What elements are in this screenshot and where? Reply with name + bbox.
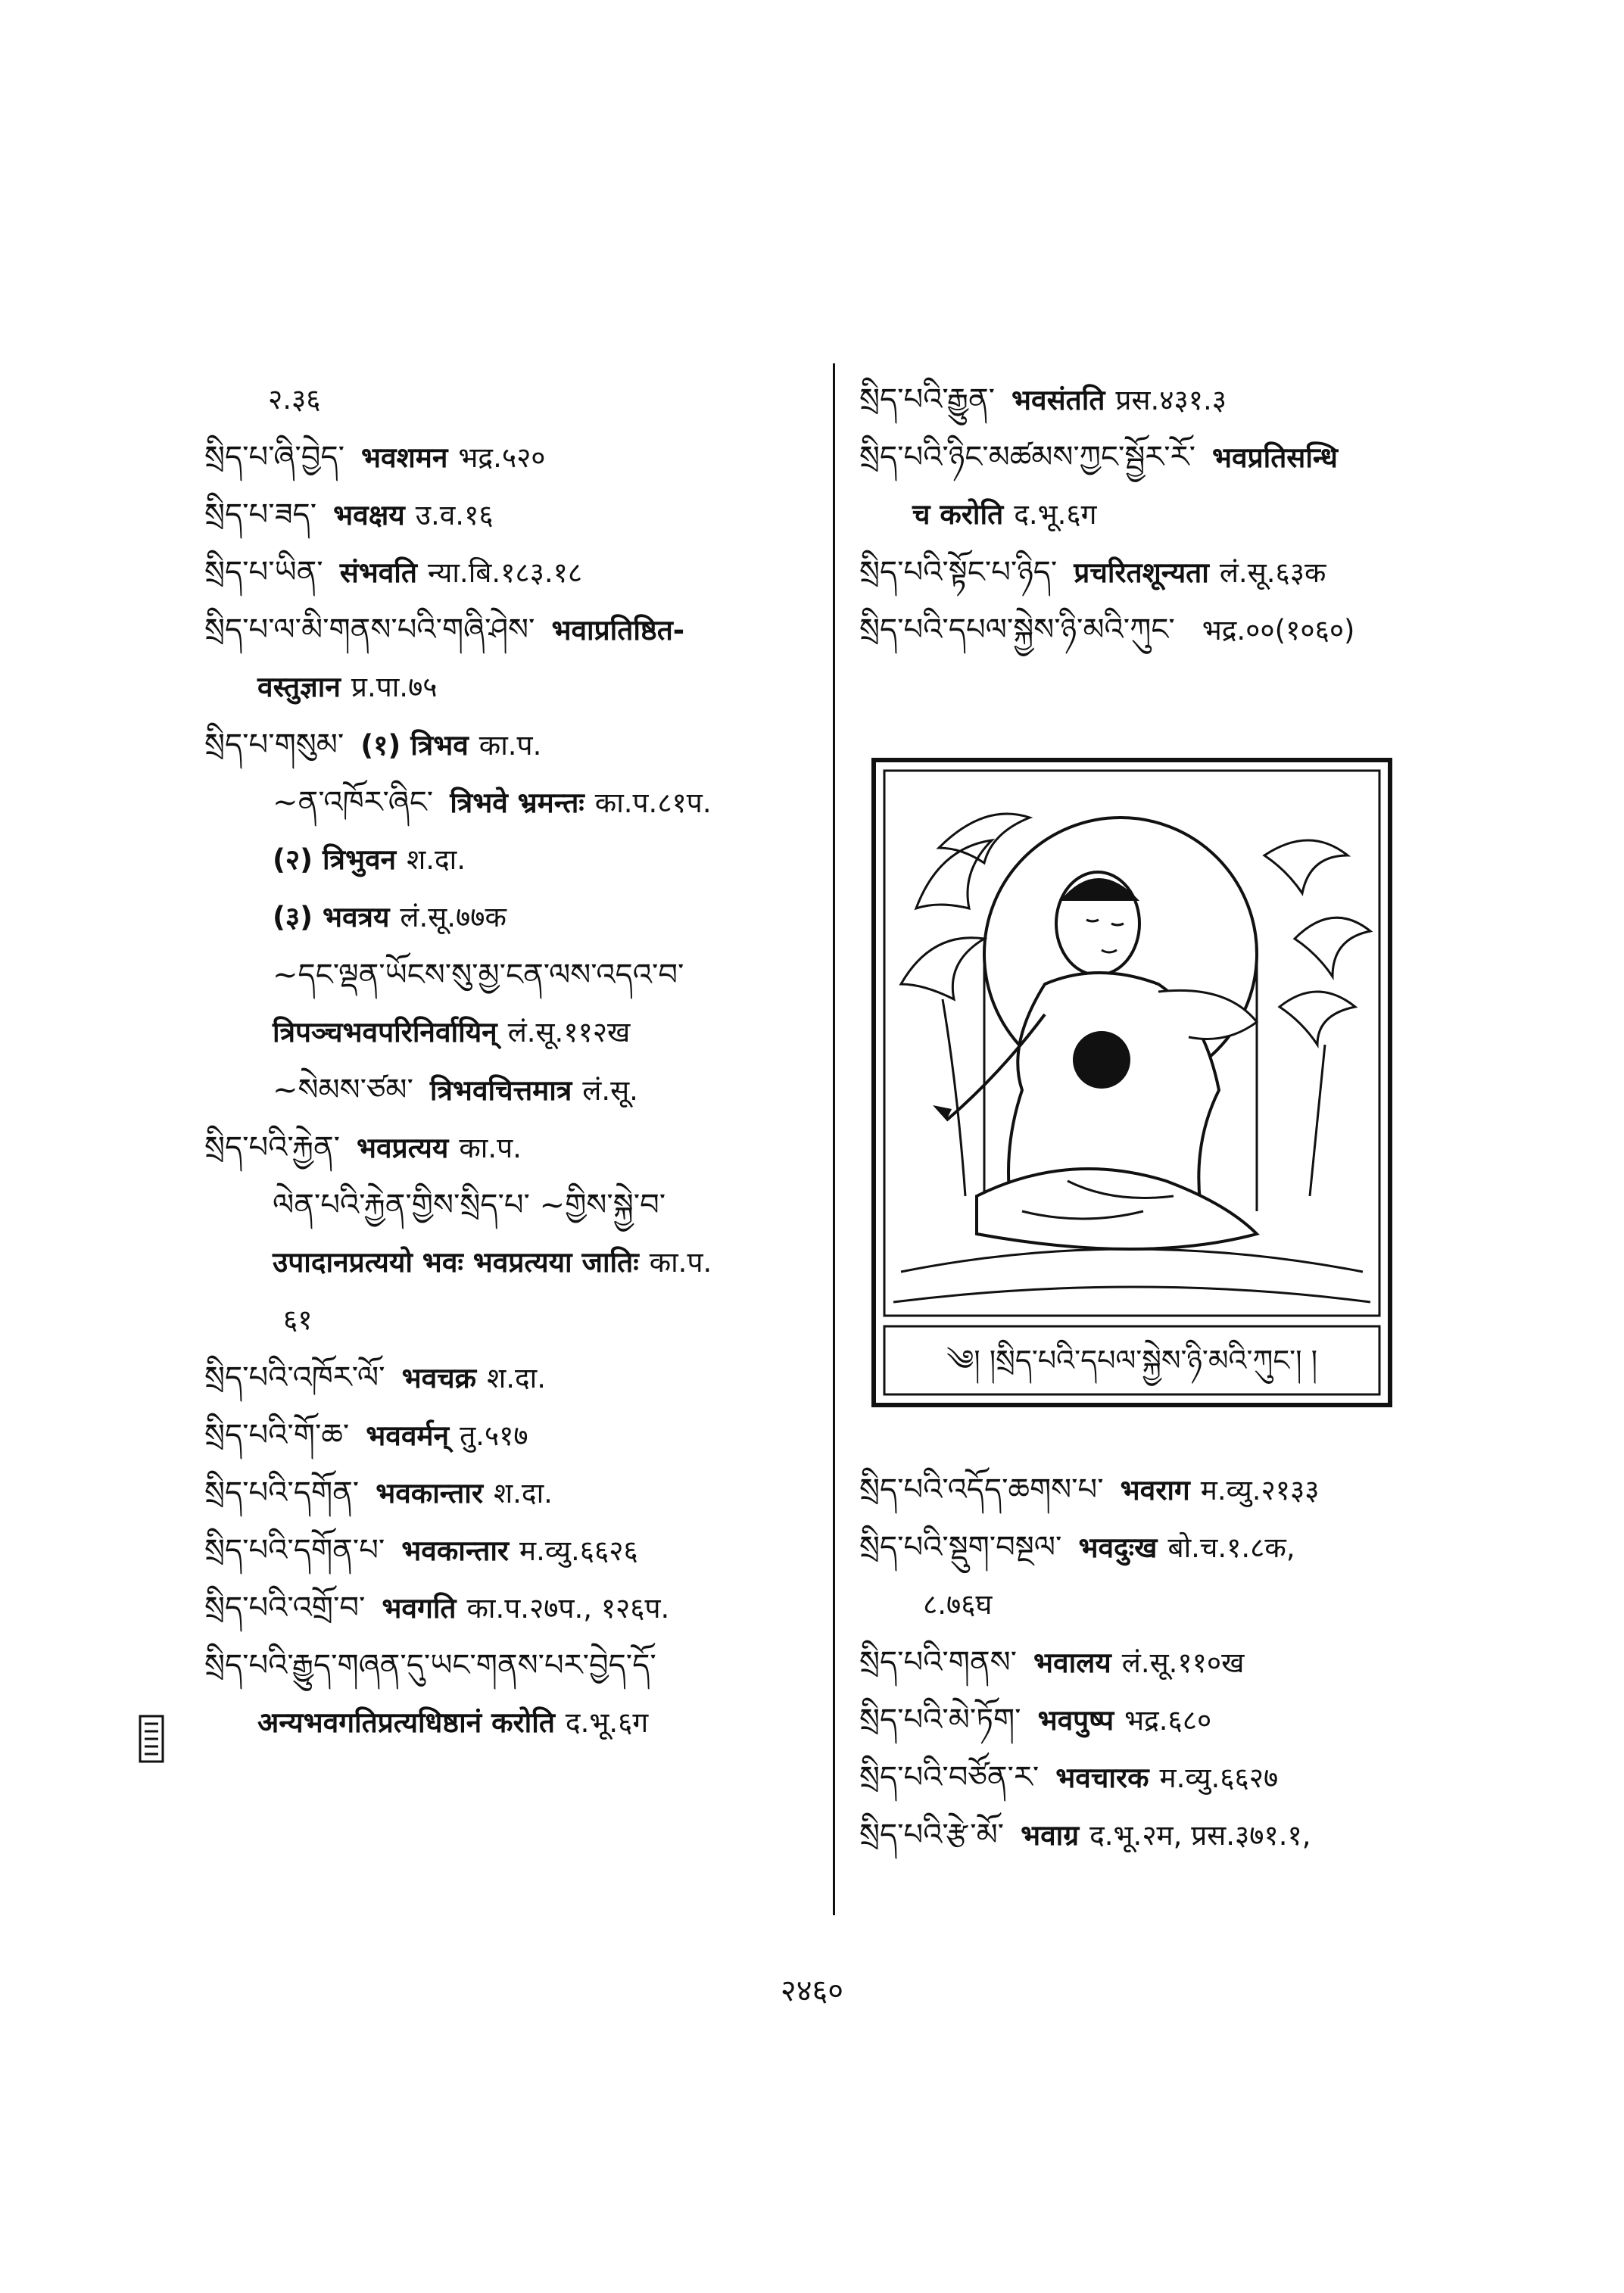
source-reference: का.प. bbox=[649, 1246, 712, 1279]
tibetan-term: སྲིད་པའི་སྡུག་བསྔལ་ bbox=[859, 1530, 1062, 1565]
sanskrit-equivalent: उपादानप्रत्ययो भवः भवप्रत्यया जातिः bbox=[273, 1246, 639, 1279]
thangka-caption: ༄། །སྲིད་པའི་དཔལ་སྐྱེས་ཉི་མའི་ཀུང་། ། bbox=[946, 1344, 1318, 1377]
source-reference: ६१ bbox=[283, 1304, 313, 1336]
tibetan-term: སྲིད་པ་ཞི་བྱེད་ bbox=[204, 440, 344, 475]
tibetan-term: ~དང་ལྡན་ཡོངས་སུ་མྱ་ངན་ལས་འདའ་བ་ bbox=[273, 958, 684, 992]
source-reference: म.व्यु.२१३३ bbox=[1200, 1474, 1320, 1506]
dictionary-entry bbox=[204, 601, 810, 659]
dictionary-entry bbox=[859, 544, 1473, 601]
page-number: २४६० bbox=[780, 1974, 844, 2008]
dictionary-entry bbox=[859, 486, 1473, 544]
tibetan-term: ~སེམས་ཙམ་ bbox=[273, 1073, 413, 1108]
tibetan-term: སྲིད་པའི་དགོན་ bbox=[204, 1475, 360, 1510]
sanskrit-equivalent: संभवति bbox=[339, 556, 417, 589]
sanskrit-equivalent: भवालय bbox=[1033, 1647, 1111, 1679]
dictionary-entry bbox=[859, 1749, 1473, 1806]
dictionary-entry bbox=[204, 889, 810, 946]
sanskrit-equivalent: (१) त्रिभव bbox=[360, 729, 469, 762]
tibetan-term: སྲིད་པའི་མེ་ཏོག་ bbox=[859, 1703, 1021, 1737]
sanskrit-equivalent: भववर्मन् bbox=[366, 1419, 450, 1452]
tibetan-term: སྲིད་པའི་འཁོར་ལོ་ bbox=[204, 1360, 385, 1395]
source-reference: म.व्यु.६६२७ bbox=[1159, 1762, 1279, 1794]
source-reference: का.प. bbox=[478, 729, 542, 762]
source-reference: प्रस.४३१.३ bbox=[1115, 384, 1227, 416]
source-reference: श.दा. bbox=[494, 1477, 553, 1509]
tibetan-term: སྲིད་པའི་གོ་ཆ་ bbox=[204, 1418, 350, 1453]
sanskrit-equivalent: त्रिभवे भ्रमन्तः bbox=[450, 787, 584, 819]
tibetan-term: སྲིད་པའི་བཙོན་ར་ bbox=[859, 1760, 1040, 1795]
sanskrit-equivalent: भवशमन bbox=[361, 441, 448, 474]
source-reference: उ.व.१६ bbox=[415, 499, 494, 531]
dictionary-entry bbox=[204, 1176, 810, 1234]
sanskrit-equivalent: च करोति bbox=[912, 498, 1004, 531]
source-reference: द.भू.६ग bbox=[1014, 498, 1097, 531]
source-reference: भद्र.६८० bbox=[1124, 1704, 1212, 1737]
sanskrit-equivalent: त्रिभवचित्तमात्र bbox=[429, 1074, 572, 1107]
dictionary-entry bbox=[859, 1691, 1473, 1749]
tibetan-term: སྲིད་པའི་རྒྱུད་གཞན་དུ་ཡང་གནས་པར་བྱེད་དོ་ bbox=[204, 1648, 656, 1683]
source-reference: श.दा. bbox=[487, 1362, 546, 1394]
source-reference: तु.५१७ bbox=[460, 1419, 528, 1452]
tibetan-term: སྲིད་པའི་དཔལ་སྐྱེས་ཉི་མའི་ཀུང་ bbox=[859, 612, 1175, 647]
dictionary-entry bbox=[204, 1464, 810, 1522]
column-divider bbox=[833, 363, 835, 1915]
sanskrit-equivalent: (३) भवत्रय bbox=[273, 901, 390, 933]
sanskrit-equivalent: भवचक्र bbox=[401, 1362, 477, 1394]
source-reference: म.व्यु.६६२६ bbox=[519, 1534, 638, 1567]
tibetan-term: སྲིད་པའི་རྐྱེན་ bbox=[204, 1130, 341, 1165]
source-reference: भद्र.००(१०६०) bbox=[1202, 614, 1355, 646]
source-reference: का.प.८१प. bbox=[594, 787, 712, 819]
sanskrit-equivalent: भवाप्रतिष्ठित- bbox=[551, 614, 685, 646]
tibetan-term: སྲིད་པའི་དགོན་པ་ bbox=[204, 1533, 385, 1568]
tibetan-term: སྲིད་པའི་རྒྱུན་ bbox=[859, 382, 996, 417]
sanskrit-equivalent: त्रिपञ्चभवपरिनिर्वायिन् bbox=[273, 1016, 497, 1048]
sanskrit-equivalent: भवकान्तार bbox=[401, 1534, 510, 1567]
source-reference: द.भू.६ग bbox=[565, 1706, 649, 1739]
source-reference: न्या.बि.१८३.१८ bbox=[427, 556, 583, 589]
tibetan-term: སྲིད་པའི་སྟོང་པ་ཉིད་ bbox=[859, 555, 1058, 590]
tibetan-term: སྲིད་པའི་འདོད་ཆགས་པ་ bbox=[859, 1472, 1104, 1507]
source-reference: ८.७६घ bbox=[923, 1588, 993, 1621]
margin-marker bbox=[139, 1715, 164, 1763]
sanskrit-equivalent: वस्तुज्ञान bbox=[257, 671, 341, 703]
sanskrit-equivalent: भवपुष्प bbox=[1037, 1704, 1114, 1737]
tibetan-term: སྲིད་པའི་གནས་ bbox=[859, 1645, 1018, 1680]
seated-monk-figure bbox=[871, 757, 1393, 1408]
dictionary-entry bbox=[204, 716, 810, 774]
dictionary-entry bbox=[204, 831, 810, 889]
dictionary-entry bbox=[859, 428, 1473, 486]
dictionary-entry bbox=[204, 946, 810, 1004]
source-reference: भद्र.५२० bbox=[458, 441, 546, 474]
sanskrit-equivalent: अन्यभवगतिप्रत्यधिष्ठानं करोति bbox=[257, 1706, 555, 1739]
dictionary-entry bbox=[204, 659, 810, 716]
dictionary-entry bbox=[859, 1461, 1473, 1519]
thangka-illustration bbox=[871, 757, 1393, 1408]
dictionary-entry bbox=[204, 1004, 810, 1061]
sanskrit-equivalent: भवराग bbox=[1120, 1474, 1190, 1506]
dictionary-entry bbox=[859, 1806, 1473, 1864]
tibetan-term: སྲིད་པ་གསུམ་ bbox=[204, 727, 344, 762]
tibetan-term: སྲིད་པའི་འགྲོ་བ་ bbox=[204, 1590, 366, 1625]
dictionary-entry bbox=[204, 1407, 810, 1464]
sanskrit-equivalent: भवगति bbox=[382, 1592, 457, 1625]
dictionary-entry bbox=[204, 774, 810, 831]
dictionary-entry bbox=[204, 1291, 810, 1349]
tibetan-term: སྲིད་པ་ཟད་ bbox=[204, 497, 317, 532]
left-column bbox=[204, 371, 810, 1752]
source-reference: द.भू.२म, प्रस.३७१.१, bbox=[1089, 1819, 1311, 1852]
dictionary-entry bbox=[204, 1637, 810, 1694]
source-reference: बो.च.१.८क, bbox=[1167, 1531, 1295, 1564]
source-reference: २.३६ bbox=[268, 383, 321, 416]
sanskrit-equivalent: भवप्रतिसन्धि bbox=[1212, 441, 1338, 474]
dictionary-entry bbox=[204, 1522, 810, 1579]
tibetan-term: སྲིད་པའི་རྩེ་མོ་ bbox=[859, 1818, 1005, 1852]
tibetan-term: སྲིད་པ་ཡིན་ bbox=[204, 555, 323, 590]
dictionary-entry bbox=[859, 1519, 1473, 1576]
dictionary-entry bbox=[859, 1634, 1473, 1691]
dictionary-entry bbox=[204, 1119, 810, 1176]
source-reference: प्र.पा.७५ bbox=[351, 671, 438, 703]
dictionary-entry bbox=[204, 1234, 810, 1291]
sanskrit-equivalent: (२) त्रिभुवन bbox=[273, 843, 397, 876]
source-reference: लं.सू.७७क bbox=[400, 901, 507, 933]
sanskrit-equivalent: भवप्रत्यय bbox=[357, 1132, 449, 1164]
dictionary-entry bbox=[859, 371, 1473, 428]
source-reference: का.प. bbox=[459, 1132, 522, 1164]
tibetan-term: སྲིད་པ་ལ་མི་གནས་པའི་གཞི་ཤེས་ bbox=[204, 612, 535, 647]
dictionary-entry bbox=[204, 428, 810, 486]
source-reference: लं.सू.११०ख bbox=[1121, 1647, 1245, 1679]
sanskrit-equivalent: भवसंतति bbox=[1011, 384, 1105, 416]
sanskrit-equivalent: भवाग्र bbox=[1021, 1819, 1080, 1852]
tibetan-term: ~ན་འཁོར་ཞིང་ bbox=[273, 785, 434, 820]
dictionary-entry bbox=[204, 371, 810, 428]
sanskrit-equivalent: भवक्षय bbox=[333, 499, 405, 531]
sanskrit-equivalent: प्रचरितशून्यता bbox=[1074, 556, 1209, 589]
sanskrit-equivalent: भवचारक bbox=[1055, 1762, 1149, 1794]
tibetan-term: སྲིད་པའི་ཉིང་མཚམས་ཀྱང་སྦྱོར་རོ་ bbox=[859, 440, 1195, 475]
dictionary-entry bbox=[859, 1576, 1473, 1634]
dictionary-entry bbox=[859, 601, 1473, 659]
right-column-top bbox=[859, 371, 1473, 659]
dictionary-entry bbox=[204, 1694, 810, 1752]
source-reference: लं.सू. bbox=[582, 1074, 638, 1107]
dictionary-entry bbox=[204, 544, 810, 601]
source-reference: का.प.२७प., १२६प. bbox=[466, 1592, 670, 1625]
source-reference: लं.सू.११२ख bbox=[507, 1016, 631, 1048]
source-reference: श.दा. bbox=[407, 843, 466, 876]
right-column-bottom bbox=[859, 1461, 1473, 1864]
tibetan-term: ལེན་པའི་རྐྱེན་གྱིས་སྲིད་པ་ ~གྱིས་སྐྱེ་བ་ bbox=[273, 1188, 666, 1223]
sanskrit-equivalent: भवकान्तार bbox=[376, 1477, 483, 1509]
sanskrit-equivalent: भवदुःख bbox=[1078, 1531, 1158, 1564]
dictionary-entry bbox=[204, 1061, 810, 1119]
source-reference: लं.सू.६३क bbox=[1219, 556, 1326, 589]
dictionary-entry bbox=[204, 1579, 810, 1637]
dictionary-entry bbox=[204, 486, 810, 544]
dictionary-entry bbox=[204, 1349, 810, 1407]
